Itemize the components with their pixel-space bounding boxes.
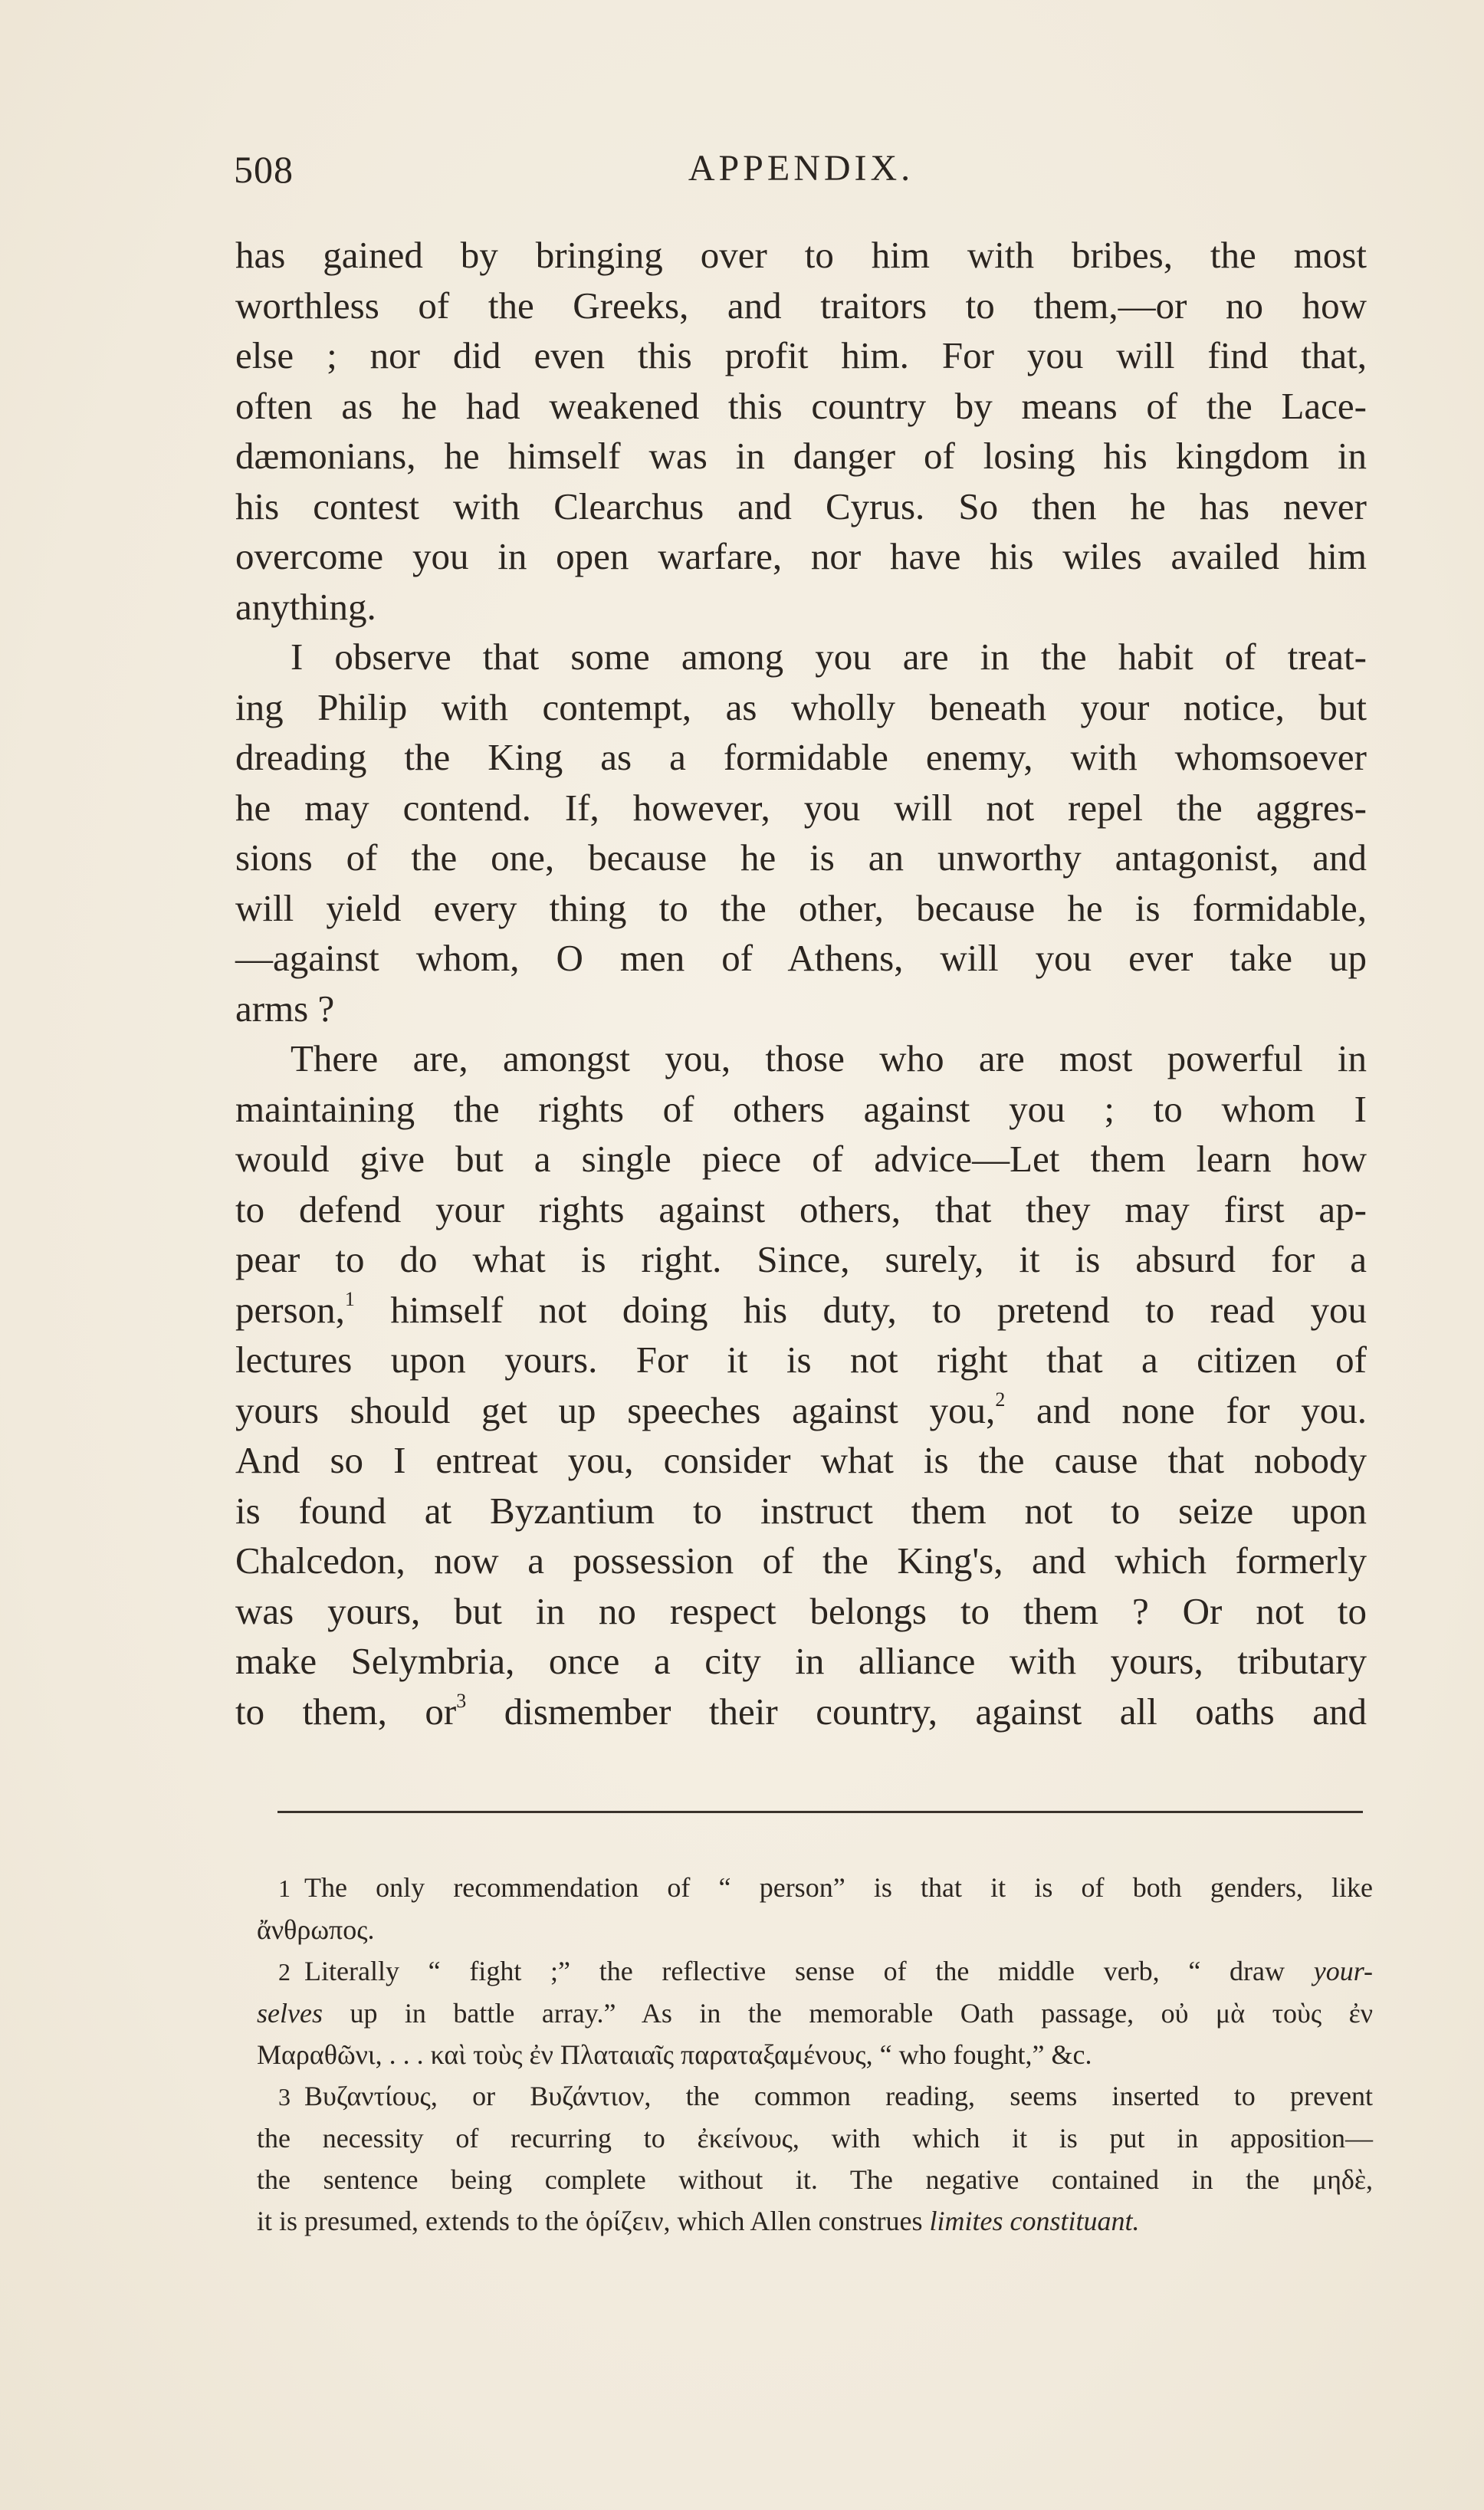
footnote-line: ἄνθρωπος. [257,1914,375,1945]
text-line: has gained by bringing over to him with bribes, the most [235,234,1367,276]
text-fragment: up in battle array.” As in the memorable Oath passage, οὐ μὰ τοὺς ἐν [322,1998,1373,2029]
text-line [235,1285,1367,1335]
text-fragment: it is presumed, extends to the ὁρίζειν, which Allen construes [257,2206,930,2236]
text-line: to defend your rights against others, that they may first ap- [235,1188,1367,1230]
footnote-line: the sentence being complete without it. The negative contained in the μηδὲ, [257,2164,1373,2195]
text-fragment: person, [235,1288,345,1331]
text-line: lectures upon yours. For it is not right that a citizen of [235,1339,1367,1381]
text-line: arms ? [235,987,335,1030]
text-line: his contest with Clearchus and Cyrus. So then he has never [235,485,1367,527]
text-line: ing Philip with contempt, as wholly beneath your notice, but [235,685,1367,728]
text-line: anything. [235,585,376,628]
text-line [235,1687,1367,1737]
text-line: maintaining the rights of others against you ; to whom I [235,1087,1367,1130]
footnote-line: Μαραθῶνι, . . . καὶ τοὺς ἐν Πλαταιαῖς παραταξαμένους, “ who fought,” &c. [257,2039,1092,2070]
text-line: was yours, but in no respect belongs to them ? Or not to [235,1589,1367,1632]
footnote-number: 2 [278,1958,291,1986]
page-title: APPENDIX. [688,148,914,189]
footnote-line [257,1950,1373,1993]
footnotes [257,1867,1373,2242]
text-line: dreading the King as a formidable enemy, with whomsoever [235,736,1367,778]
footnote-ref-2[interactable]: 2 [995,1388,1006,1411]
text-line: is found at Byzantium to instruct them not to seize upon [235,1489,1367,1532]
text-fragment: himself not doing his duty, to pretend to read you [354,1288,1367,1331]
text-line: sions of the one, because he is an unworthy antagonist, and [235,836,1367,879]
footnote-divider [277,1811,1363,1813]
text-line: pear to do what is right. Since, surely, it is absurd for a [235,1238,1367,1280]
text-line: make Selymbria, once a city in alliance with yours, tributary [235,1640,1367,1682]
text-fragment: Βυζαντίους, or Βυζάντιον, the common reading, seems inserted to prevent [304,2081,1373,2111]
text-line: I observe that some among you are in the habit of treat- [291,636,1367,678]
page-number: 508 [234,148,294,191]
footnote-line [257,1993,1373,2034]
text-line: dæmonians, he himself was in danger of losing his kingdom in [235,435,1367,477]
footnote-line [257,2200,1373,2242]
footnote-3 [257,2075,1373,2242]
footnote-number: 1 [278,1874,291,1902]
footnote-2 [257,1950,1373,2075]
main-text [235,230,1367,1736]
footnote-number: 3 [278,2083,291,2111]
text-line: And so I entreat you, consider what is the cause that nobody [235,1439,1367,1481]
text-fragment: yours should get up speeches against you, [235,1388,996,1431]
text-line: Chalcedon, now a possession of the King's, and which formerly [235,1539,1367,1582]
footnote-ref-3[interactable]: 3 [456,1689,467,1712]
text-line: often as he had weakened this country by means of the Lace- [235,384,1367,427]
text-fragment: and none for you. [1005,1388,1367,1431]
text-line: overcome you in open warfare, nor have his wiles availed him [235,535,1367,577]
footnote-line: the necessity of recurring to ἐκείνους, with which it is put in apposition— [257,2123,1373,2154]
text-line: else ; nor did even this profit him. For you will find that, [235,334,1367,376]
text-line: —against whom, O men of Athens, will you ever take up [235,937,1367,979]
running-head [234,147,1368,201]
paragraph-2 [235,632,1367,1033]
italic-fragment: limites constituant. [929,2206,1140,2236]
text-line: There are, amongst you, those who are most powerful in [291,1037,1367,1079]
text-line: would give but a single piece of advice—Let them learn how [235,1138,1367,1180]
text-line: worthless of the Greeks, and traitors to them,—or no how [235,284,1367,327]
footnote-line [257,2075,1373,2117]
italic-fragment: selves [257,1998,323,2029]
footnote-line [257,1867,1373,1909]
footnote-ref-1[interactable]: 1 [344,1287,355,1310]
text-fragment: The only recommendation of “ person” is that it is of both genders, like [304,1872,1373,1903]
text-fragment: dismember their country, against all oaths and [466,1690,1367,1733]
text-fragment: Literally “ fight ;” the reflective sense of the middle verb, “ draw [304,1956,1314,1986]
footnote-1 [257,1867,1373,1950]
paragraph-1 [235,230,1367,632]
paragraph-3 [235,1033,1367,1736]
text-line: will yield every thing to the other, because he is formidable, [235,886,1367,929]
text-fragment: to them, or [235,1690,457,1733]
text-line: he may contend. If, however, you will not repel the aggres- [235,786,1367,829]
text-line [235,1385,1367,1436]
italic-fragment: your- [1313,1956,1373,1986]
